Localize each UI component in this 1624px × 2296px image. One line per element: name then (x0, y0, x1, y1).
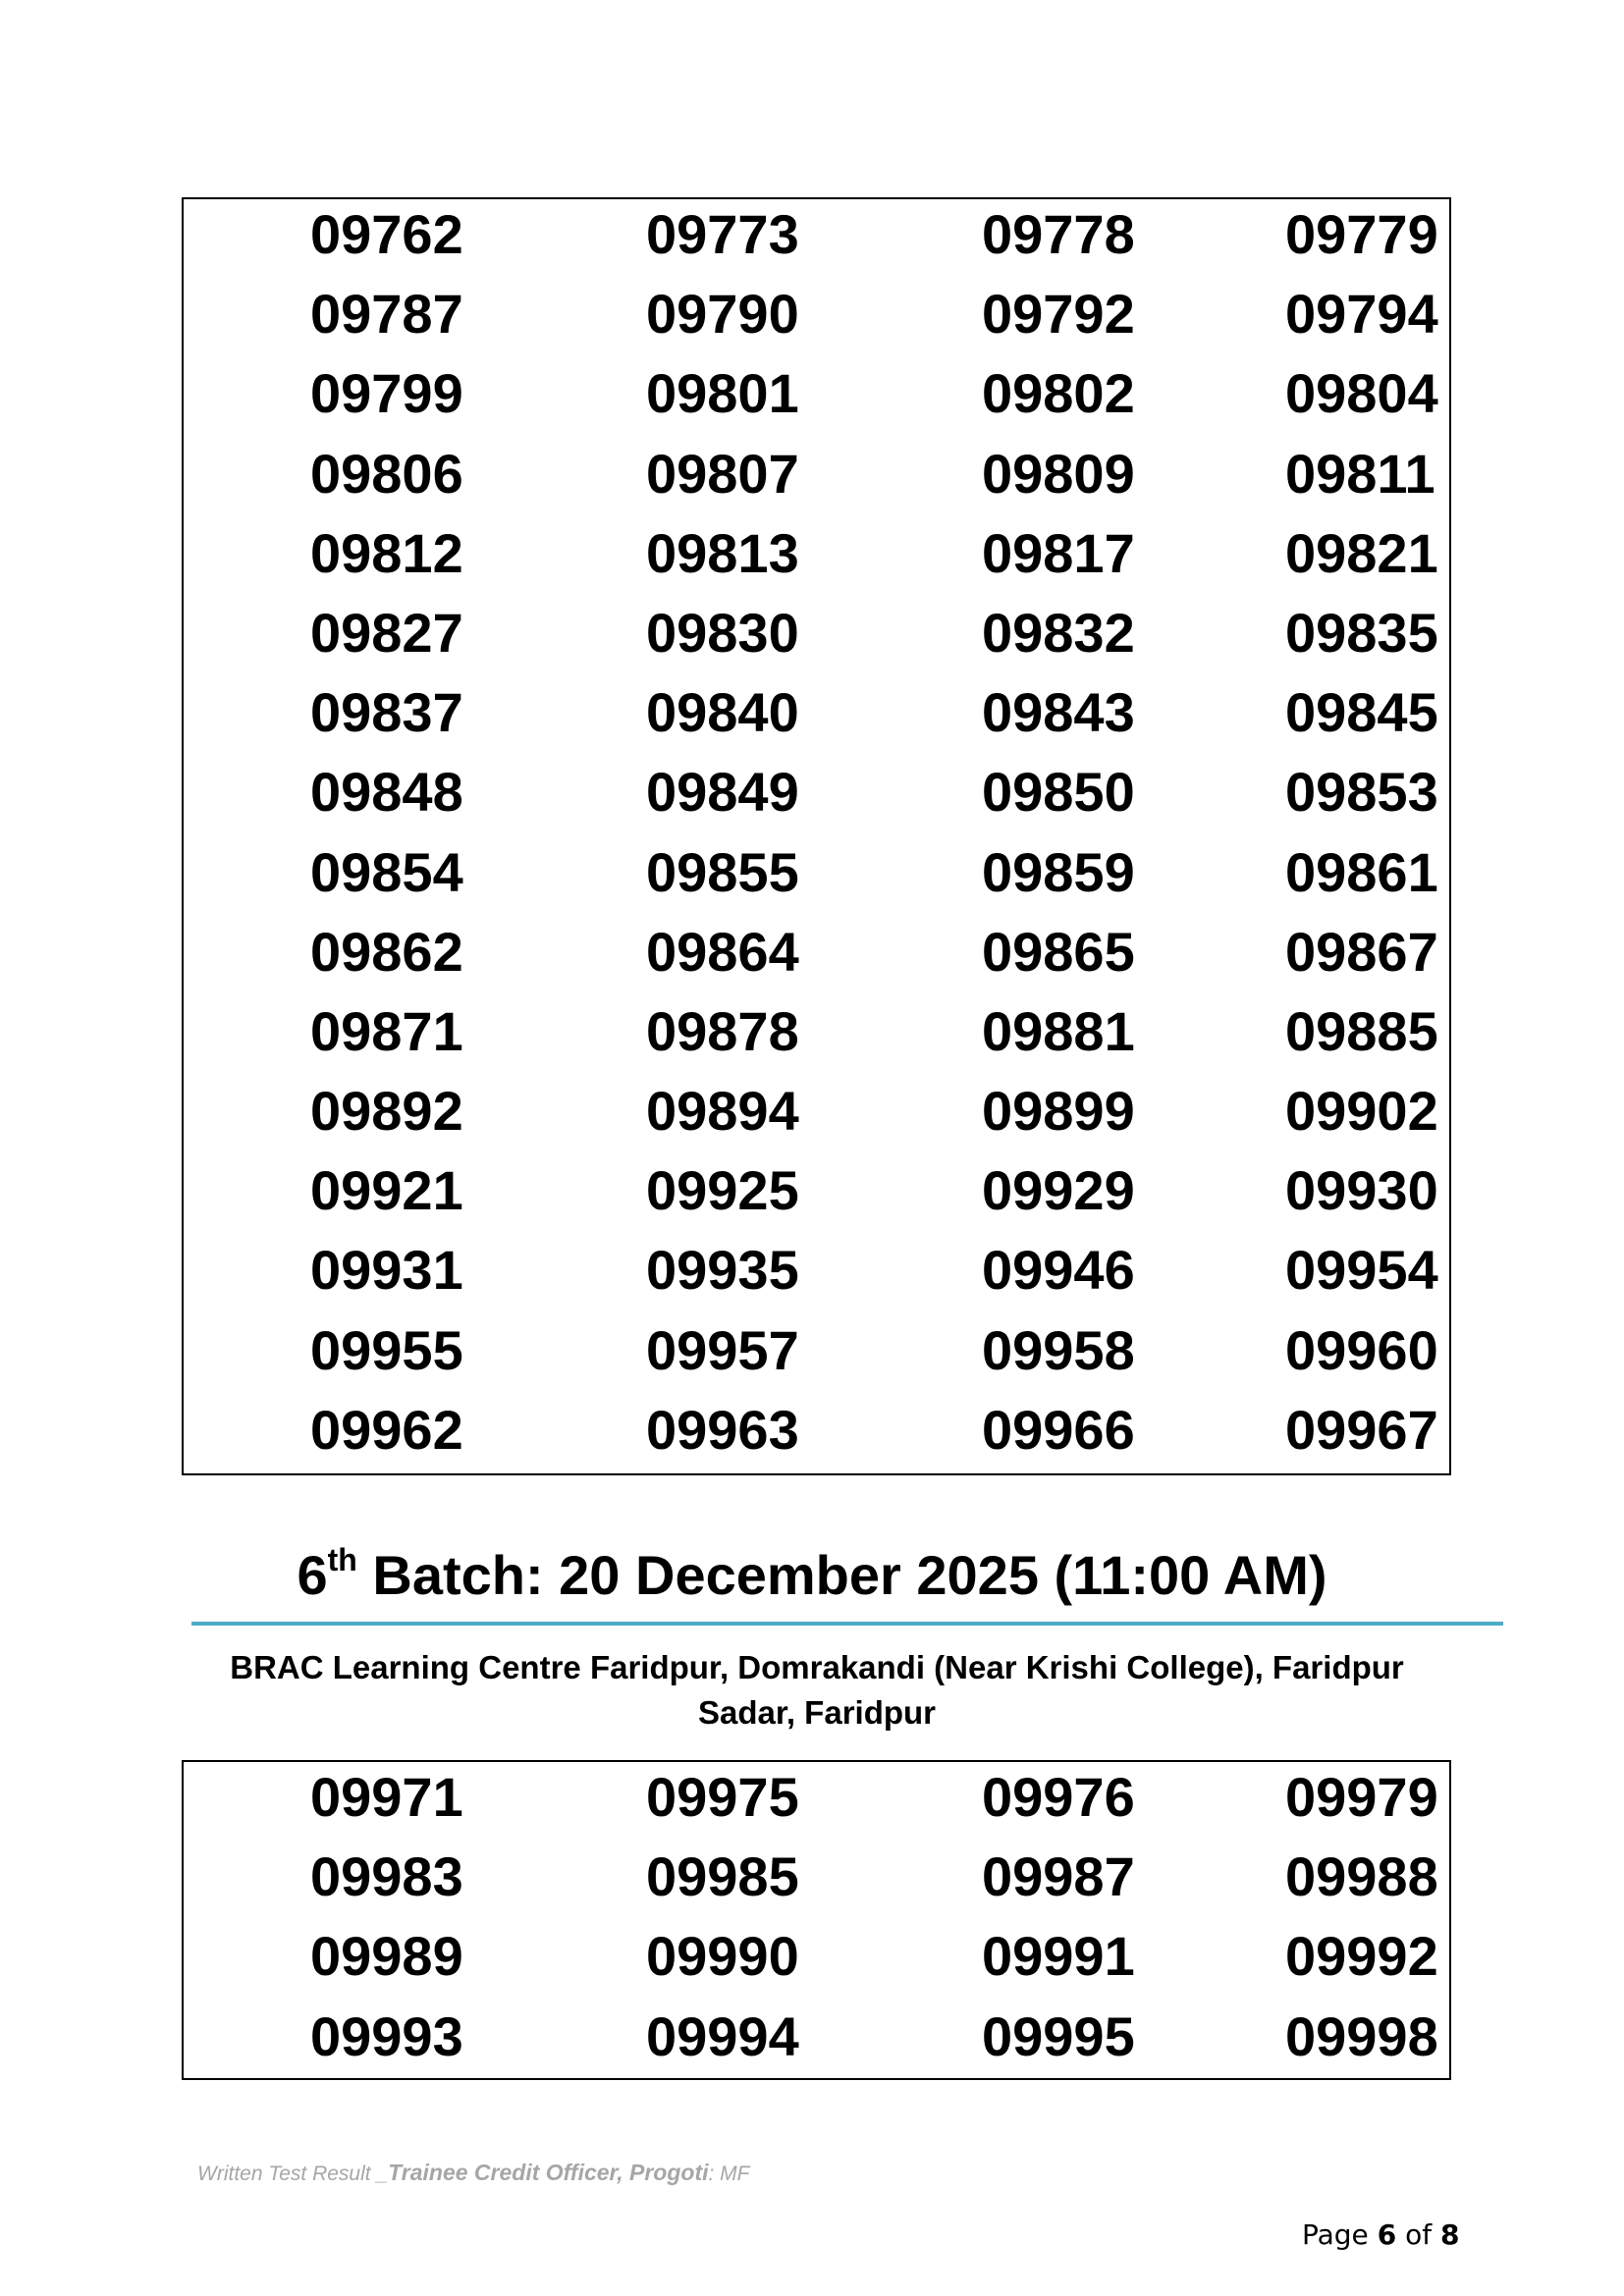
roll-number-cell: 09991 (982, 1925, 1135, 1988)
roll-number-table-2 (182, 1760, 1451, 2080)
roll-number-cell: 09971 (310, 1766, 463, 1828)
table-row (184, 840, 1449, 923)
footer-prefix: Written Test Result _ (197, 2163, 389, 2185)
roll-number-cell: 09787 (310, 283, 463, 346)
roll-number-cell: 09837 (310, 681, 463, 744)
roll-number-cell: 09850 (982, 761, 1135, 824)
roll-number-cell: 09840 (646, 681, 799, 744)
roll-number-cell: 09811 (1285, 442, 1435, 505)
roll-number-cell: 09855 (646, 840, 799, 903)
roll-number-cell: 09935 (646, 1239, 799, 1302)
roll-number-cell: 09930 (1285, 1159, 1438, 1222)
roll-number-cell: 09799 (310, 362, 463, 425)
roll-number-cell: 09975 (646, 1766, 799, 1828)
table-row (184, 285, 1449, 364)
roll-number-cell: 09804 (1285, 362, 1438, 425)
roll-number-cell: 09995 (982, 2004, 1135, 2067)
table-row (184, 683, 1449, 763)
roll-number-cell: 09821 (1285, 521, 1438, 584)
roll-number-cell: 09802 (982, 362, 1135, 425)
table-row (184, 920, 1449, 1002)
page-label: Page (1302, 2218, 1369, 2251)
roll-number-cell: 09859 (982, 840, 1135, 903)
roll-number-cell: 09790 (646, 283, 799, 346)
table-row (184, 1768, 1449, 1847)
roll-number-cell: 09925 (646, 1159, 799, 1222)
roll-number-cell: 09892 (310, 1080, 463, 1143)
roll-number-cell: 09955 (310, 1318, 463, 1381)
roll-number-cell: 09894 (646, 1080, 799, 1143)
roll-number-cell: 09960 (1285, 1318, 1438, 1381)
roll-number-cell: 09853 (1285, 761, 1438, 824)
table-row (184, 999, 1449, 1082)
roll-number-cell: 09994 (646, 2004, 799, 2067)
roll-number-cell: 09966 (982, 1398, 1135, 1461)
roll-number-cell: 09885 (1285, 999, 1438, 1062)
table-row (184, 521, 1449, 604)
roll-number-cell: 09931 (310, 1239, 463, 1302)
roll-number-cell: 09929 (982, 1159, 1135, 1222)
roll-number-cell: 09862 (310, 920, 463, 983)
roll-number-cell: 09807 (646, 442, 799, 505)
roll-number-cell: 09988 (1285, 1845, 1438, 1908)
roll-number-cell: 09993 (310, 2004, 463, 2067)
roll-number-cell: 09832 (982, 601, 1135, 664)
table-row (184, 205, 1449, 285)
roll-number-cell: 09976 (982, 1766, 1135, 1828)
roll-number-cell: 09878 (646, 999, 799, 1062)
roll-number-cell: 09881 (982, 999, 1135, 1062)
roll-number-cell: 09827 (310, 601, 463, 664)
roll-number-cell: 09794 (1285, 283, 1438, 346)
roll-number-cell: 09867 (1285, 920, 1438, 983)
table-row (184, 1927, 1449, 2006)
roll-number-cell: 09812 (310, 521, 463, 584)
table-row (184, 1318, 1449, 1401)
table-row (184, 1082, 1449, 1161)
venue-address (0, 1645, 1624, 1735)
roll-number-cell: 09957 (646, 1318, 799, 1381)
roll-number-cell: 09998 (1285, 2004, 1438, 2067)
roll-number-cell: 09871 (310, 999, 463, 1062)
footer-suffix: : MF (708, 2163, 750, 2185)
table-row (184, 442, 1449, 524)
roll-number-cell: 09992 (1285, 1925, 1438, 1988)
roll-number-cell: 09848 (310, 761, 463, 824)
roll-number-cell: 09987 (982, 1845, 1135, 1908)
roll-number-cell: 09779 (1285, 203, 1438, 265)
table-row (184, 1161, 1449, 1241)
page-total: 8 (1440, 2218, 1460, 2251)
table-row (184, 1398, 1449, 1480)
table-row (184, 1847, 1449, 1927)
roll-number-cell: 09983 (310, 1845, 463, 1908)
roll-number-cell: 09946 (982, 1239, 1135, 1302)
roll-number-cell: 09958 (982, 1318, 1135, 1381)
roll-number-cell: 09865 (982, 920, 1135, 983)
table-row (184, 2004, 1449, 2087)
roll-number-cell: 09899 (982, 1080, 1135, 1143)
footer-position: Trainee Credit Officer, Progoti (388, 2160, 709, 2185)
roll-number-cell: 09979 (1285, 1766, 1438, 1828)
venue-line-2: Sadar, Faridpur (697, 1694, 937, 1731)
table-row (184, 763, 1449, 842)
roll-number-cell: 09778 (982, 203, 1135, 265)
table-row (184, 364, 1449, 444)
batch-number: 6 (297, 1544, 328, 1606)
roll-number-cell: 09849 (646, 761, 799, 824)
roll-number-cell: 09762 (310, 203, 463, 265)
batch-heading (0, 1543, 1624, 1608)
table-row (184, 1241, 1449, 1320)
roll-number-cell: 09843 (982, 681, 1135, 744)
page-current: 6 (1377, 2218, 1397, 2251)
roll-number-cell: 09773 (646, 203, 799, 265)
roll-number-cell: 09830 (646, 601, 799, 664)
roll-number-cell: 09861 (1285, 840, 1438, 903)
footer-note (197, 2160, 750, 2187)
batch-number-suffix: th (327, 1542, 357, 1578)
roll-number-cell: 09809 (982, 442, 1135, 505)
roll-number-cell: 09817 (982, 521, 1135, 584)
roll-number-cell: 09989 (310, 1925, 463, 1988)
roll-number-cell: 09813 (646, 521, 799, 584)
roll-number-cell: 09990 (646, 1925, 799, 1988)
roll-number-cell: 09985 (646, 1845, 799, 1908)
roll-number-cell: 09801 (646, 362, 799, 425)
roll-number-cell: 09963 (646, 1398, 799, 1461)
roll-number-cell: 09902 (1285, 1080, 1438, 1143)
roll-number-cell: 09921 (310, 1159, 463, 1222)
roll-number-cell: 09835 (1285, 601, 1438, 664)
roll-number-cell: 09967 (1285, 1398, 1438, 1461)
roll-number-cell: 09962 (310, 1398, 463, 1461)
heading-divider (191, 1622, 1503, 1626)
roll-number-cell: 09864 (646, 920, 799, 983)
page-number (1302, 2218, 1459, 2252)
table-row (184, 601, 1449, 683)
batch-title: Batch: 20 December 2025 (11:00 AM) (356, 1544, 1327, 1606)
roll-number-cell: 09845 (1285, 681, 1438, 744)
roll-number-cell: 09854 (310, 840, 463, 903)
page-of-label: of (1405, 2218, 1433, 2251)
venue-line-1: BRAC Learning Centre Faridpur, Domrakandi (Near Krishi College), Faridpur (230, 1649, 1404, 1685)
roll-number-cell: 09792 (982, 283, 1135, 346)
roll-number-cell: 09806 (310, 442, 463, 505)
roll-number-table-1 (182, 197, 1451, 1475)
roll-number-cell: 09954 (1285, 1239, 1438, 1302)
